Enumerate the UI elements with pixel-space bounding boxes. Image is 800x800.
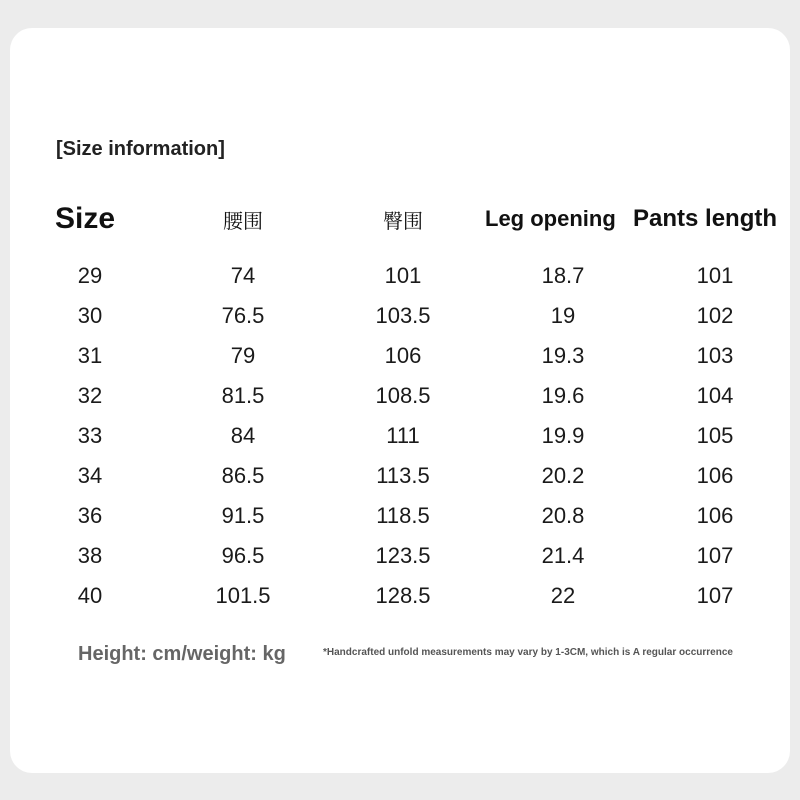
- cell-pants-length: 106: [696, 503, 734, 528]
- cell-size: 33: [77, 423, 103, 448]
- cell-size: 38: [77, 543, 103, 568]
- units-note: Height: cm/weight: kg: [78, 643, 286, 665]
- cell-leg-opening: 20.2: [541, 463, 585, 488]
- cell-size: 31: [77, 343, 103, 368]
- cell-pants-length: 107: [696, 583, 734, 608]
- cell-hip: 113.5: [376, 463, 430, 488]
- cell-size: 30: [77, 303, 103, 328]
- header-waist: 腰围: [223, 208, 263, 233]
- header-size: Size: [55, 202, 116, 235]
- cell-leg-opening: 19.9: [541, 423, 585, 448]
- table-row: [0, 576, 800, 616]
- cell-hip: 123.5: [375, 543, 431, 568]
- cell-pants-length: 106: [696, 463, 734, 488]
- table-row: [0, 496, 800, 536]
- cell-leg-opening: 22: [550, 583, 576, 608]
- cell-pants-length: 101: [696, 263, 734, 288]
- header-hip: 臀围: [383, 208, 423, 233]
- table-header-row: [0, 197, 800, 241]
- measurement-disclaimer: *Handcrafted unfold measurements may vary by 1-3CM, which is A regular occurrence: [323, 647, 733, 658]
- cell-waist: 91.5: [221, 503, 265, 528]
- cell-hip: 128.5: [375, 583, 431, 608]
- cell-hip: 118.5: [376, 503, 430, 528]
- table-row: [0, 456, 800, 496]
- table-row: [0, 416, 800, 456]
- table-row: [0, 256, 800, 296]
- cell-waist: 76.5: [221, 303, 265, 328]
- cell-leg-opening: 21.4: [541, 543, 585, 568]
- cell-pants-length: 105: [696, 423, 734, 448]
- cell-pants-length: 102: [696, 303, 734, 328]
- cell-leg-opening: 19.6: [541, 383, 585, 408]
- cell-hip: 103.5: [375, 303, 431, 328]
- cell-pants-length: 104: [696, 383, 734, 408]
- table-row: [0, 336, 800, 376]
- cell-waist: 74: [230, 263, 256, 288]
- cell-leg-opening: 19: [550, 303, 576, 328]
- cell-leg-opening: 18.7: [541, 263, 585, 288]
- table-row: [0, 536, 800, 576]
- cell-size: 36: [77, 503, 103, 528]
- cell-leg-opening: 20.8: [541, 503, 585, 528]
- table-row: [0, 296, 800, 336]
- cell-waist: 86.5: [221, 463, 265, 488]
- cell-hip: 101: [384, 263, 422, 288]
- header-pants-length: Pants length: [633, 205, 778, 232]
- section-title: [Size information]: [56, 138, 225, 160]
- cell-pants-length: 103: [696, 343, 734, 368]
- cell-pants-length: 107: [696, 543, 734, 568]
- cell-hip: 106: [384, 343, 422, 368]
- cell-leg-opening: 19.3: [541, 343, 585, 368]
- cell-size: 29: [77, 263, 103, 288]
- cell-hip: 111: [386, 423, 420, 448]
- cell-size: 34: [77, 463, 103, 488]
- cell-waist: 81.5: [221, 383, 265, 408]
- header-leg-opening: Leg opening: [485, 206, 616, 231]
- cell-waist: 96.5: [221, 543, 265, 568]
- cell-hip: 108.5: [375, 383, 431, 408]
- cell-waist: 79: [230, 343, 256, 368]
- table-row: [0, 376, 800, 416]
- cell-waist: 84: [230, 423, 256, 448]
- cell-size: 32: [77, 383, 103, 408]
- cell-size: 40: [77, 583, 103, 608]
- cell-waist: 101.5: [215, 583, 271, 608]
